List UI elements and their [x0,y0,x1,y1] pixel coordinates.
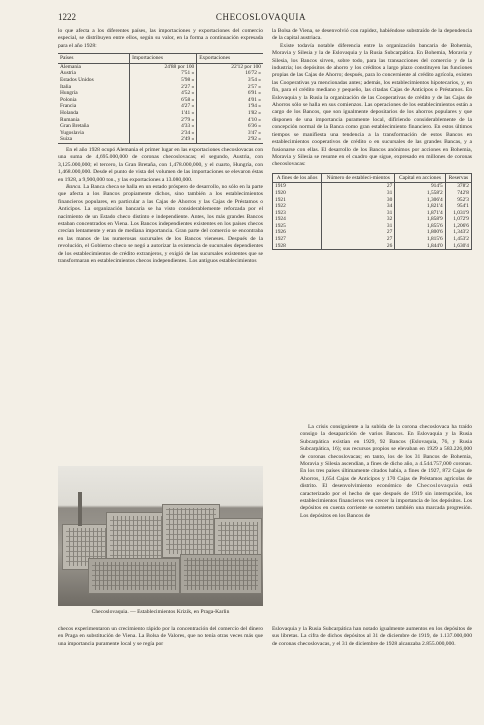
bank-row-cell: 1,844'0 [395,243,445,250]
trade-row-cell: 2'27 » [130,84,197,91]
bank-row [273,210,472,217]
bank-row-cell: 32 [322,216,395,223]
bank-row-cell: 27 [322,236,395,243]
trade-row-cell: 6'91 » [197,90,263,97]
photo-building [162,504,220,558]
exports-paragraph: En el año 1928 ocupó Alemania el primer lugar en las exportaciones checoslovacas con una suma de 4,695.000,000 de coronas checoslovacas; el segundo, Austria, con 3,125.000,000; el tercero, la Gran Bretaña, con 1,478.000,000, y el cuarto, Hungría, con 1,468.000,000. Desde el punto de vista del volumen de las importaciones se elevaron éstas en 1928, a 9,900,000 ton., y las exportaciones a 13.080,000. [58,146,263,183]
trade-row-cell: 4'33 » [130,123,197,130]
bank-table-body [273,183,472,250]
bank-row-cell: 1,800'6 [395,229,445,236]
trade-row-cell: Polonia [60,96,77,103]
trade-row-cell: 22'12 por 100 [197,63,263,70]
trade-row-cell: 16'72 » [197,70,263,77]
bank-row-cell: 31 [322,210,395,217]
intro-paragraph: lo que afecta a los diferentes países, las importaciones y exportaciones del comercio especial, se distribuyen entre ellos, según su valor, en la forma a continuación expresada para el año 1928: [58,28,263,49]
bank-row-cell: 1,306'4 [395,197,445,204]
trade-row-cell: 4'10 » [197,117,263,124]
bank-table [272,173,472,251]
trade-row-cell: 3'54 » [197,77,263,84]
bank-row-cell: 31 [322,223,395,230]
bank-row-cell: 1919 [273,183,322,190]
bank-header-count: Número de estableci-mientos [322,173,395,183]
trade-row-cell: 5'98 » [130,77,197,84]
bank-row [273,243,472,250]
factory-photo [58,466,263,606]
bank-header-capital: Capital en acciones [395,173,445,183]
bank-row-cell: 1,031'9 [445,210,471,217]
bank-row-cell: 1,206'6 [445,223,471,230]
trade-row-cell: 2'79 » [130,117,197,124]
trade-row-cell: Francia [60,103,77,110]
bank-row-cell: 1,558'2 [395,190,445,197]
bank-row-cell: 1926 [273,229,322,236]
trade-row [58,97,263,104]
bank-row-cell: 1,871'4 [395,210,445,217]
crisis-paragraph: La crisis consiguiente a la subida de la corona checoslovaca ha traído consigo la desaparición de varios Bancos. En Eslovaquia y la Rusia Subcarpática existían en 1929, 92 Bancos (Eslovaquia, 76, y Rusia Subcarpática, 16); sus recursos propios se elevaban en 1929 a 583.226,000 de coronas checoslovacas; en tanto, los de los 31 Bancos de Bohemia, Moravia y Silesia ascendían, a fines de dicho año, a 4.544.757,000 coronas. En los tres países últimamente citados había, a fines de 1927, 872 Cajas de Ahorros, 1,654 Cajas de Anticipos y 170 Cajas de Préstamos agrícolas de distrito. El desenvolvimiento económico de Checoslovaquia está caracterizado por el hecho de que después de 1919 sin interrupción, los establecimientos financieros ven crecer la importancia de los depósitos. Los depósitos en cuenta corriente se someten también una marcada progresión. Los depósitos en los Bancos de [300,424,472,519]
bank-header-reserves: Reservas [445,173,471,183]
trade-row-cell: 4'27 » [130,103,197,110]
trade-row [58,77,263,84]
trade-row-cell: 6'36 » [197,123,263,130]
trade-row-cell: Holanda [60,109,79,116]
trade-table-body [58,63,263,143]
photo-building [106,512,166,564]
bank-row-cell: 1,072'9 [445,216,471,223]
trade-row-cell: Austria [60,70,76,77]
photo-building [180,554,262,594]
bank-row [273,216,472,223]
trade-row-cell: 1'41 » [130,110,197,117]
left-bottom-paragraph: checos experimentaron un crecimiento rápido por la concentración del comercio del dinero en Praga en substitución de Viena. La Bolsa de Valores, que no tenía otras veces más que una importancia puramente local y se regía por [58,626,263,647]
trade-header-exports: Exportaciones [197,54,263,64]
trade-row [58,136,263,143]
photo-caption: Checoslovaquia. — Establecimientos Krizik, en Praga-Karlin [91,609,230,615]
bank-row-cell: 1,343'2 [445,229,471,236]
bank-row-cell: 914'5 [395,183,445,190]
bank-row-cell: 1927 [273,236,322,243]
trade-row-cell: Alemania [60,63,81,70]
bank-row-cell: 1925 [273,223,322,230]
right-bottom-paragraph: Eslovaquia y la Rusia Subcarpática han notado igualmente aumentos en los depósitos de sus libretas. La cifra de dichos depósitos al 31 de diciembre de 1919, de 1.137.000,000 de coronas checoslovacas, y el 31 de diciembre de 1928 alcanzaba 2.855.000,000. [272,626,472,647]
bank-row-cell: 1,821'4 [395,203,445,210]
trade-table [58,53,263,144]
trade-header-imports: Importaciones [130,54,197,64]
bank-row [273,223,472,230]
page-number: 1222 [58,12,76,22]
bank-row [273,190,472,197]
trade-row-cell: 1'82 » [197,110,263,117]
banking-text: La Banca checa se halla en un estado próspero de desarrollo, no sólo en la parte que afecta a los Bancos propiamente dichos, sino también a los establecimientos financieros populares, en particular a las Cajas de Ahorros y las Cajas de Préstamos o Anticipos. La organización bancaria se ha visto considerablemente reforzada por el nacimiento de un Estado checo distinto e independiente. Antes, los más grandes Bancos estaban concentrados en Viena. Los Bancos independientes existentes en los países checos crecían lentamente y eran de mediana importancia. Gran parte del comercio se encontraba en las manos de las numerosas sucursales de los Bancos vieneses. Después de la revolución, el Gobierno checo se negó a autorizar la existencia de sucursales dependientes de los establecimientos de crédito extranjeros, y exigió de las sucursales existentes que se transformaran en establecimientos checos independientes. Los antiguos establecimientos [58,183,263,265]
photo-building [88,558,180,594]
bank-row-cell: 26 [322,243,395,250]
bank-row-cell: 1924 [273,216,322,223]
trade-row-cell: 1'94 » [197,103,263,110]
bank-row [273,236,472,243]
trade-row [58,110,263,117]
page-header [58,12,464,26]
trade-row [58,117,263,124]
trade-row-cell: 6'58 » [130,97,197,104]
bank-row-cell: 742'8 [445,190,471,197]
bank-row-cell: 1921 [273,197,322,204]
trade-row [58,130,263,137]
bank-header-year: A fines de los años [273,173,322,183]
trade-row-cell: Hungría [60,90,78,97]
banking-lead: Banca. [66,183,82,190]
bank-row-cell: 1,630'4 [445,243,471,250]
bank-row-cell: 954'1 [445,203,471,210]
organization-paragraph: Existe todavía notable diferencia entre la organización bancaria de Bohemia, Moravia y Silesia y la de Eslovaquia y la Rusia Subcarpática. En Bohemia, Moravia y Silesia, los Bancos sirven, sobre todo, para las transacciones del comercio y de la industria; los depósitos de ahorro y los créditos a largo plazo constituyen las funciones propias de las Cajas de Ahorro; después, para lo concerniente al crédito agrícola, existen las Cooperativas ya mencionadas antes; además, los establecimientos hipotecarios, y, en fin, para el crédito mediano y pequeño, las citadas Cajas de Anticipos o Préstamos. En Eslovaquia y la Rusia la organización de las Cooperativas de crédito y de las Cajas de Ahorros sólo se halla en sus comienzos. Las operaciones de los establecimientos están a cargo de los Bancos, que son igualmente depositarios de los ahorros populares y que disponen de una importancia puramente local, difiriendo considerablemente de la concepción normal de la Banca como gran establecimiento financiero. En estos últimos tiempos se manifiesta una tendencia a la transformación de estos Bancos en establecimientos cooperativos de crédito o en sucursales de las grandes Bancas, y a fusionarse con ellas. El desarrollo de los Bancos anónimos por acciones en Bohemia, Moravia y Silesia se resume en el cuadro que sigue, expresado en millones de coronas checoslovacas: [272,42,472,168]
trade-row [58,70,263,77]
trade-row [58,90,263,97]
bank-row [273,229,472,236]
trade-row-cell: 7'51 » [130,70,197,77]
right-bottom-text [272,626,472,648]
bank-row-cell: 34 [322,203,395,210]
bank-row-cell: 1922 [273,203,322,210]
trade-row-cell: 24'88 por 100 [130,63,197,70]
trade-row-cell: 2'57 » [197,84,263,91]
right-column [272,28,472,254]
trade-row-cell: 4'52 » [130,90,197,97]
bank-row-cell: 378'2 [445,183,471,190]
vienna-paragraph: la Bolsa de Viena, se desenvolvió con rapidez, habiéndose substraído de la dependencia de la capital austriaca. [272,28,472,42]
bank-row-cell: 952'3 [445,197,471,204]
trade-row-cell: Yugoslavia [60,129,84,136]
trade-row [58,103,263,110]
bank-row-cell: 30 [322,197,395,204]
photo-chimney [78,492,82,526]
bank-row-cell: 1,858'9 [395,216,445,223]
crisis-column [300,424,472,520]
bank-row-cell: 1923 [273,210,322,217]
left-bottom-text [58,626,263,648]
trade-row [58,84,263,91]
trade-row-cell: Suiza [58,136,130,143]
bank-row-cell: 1,855'6 [395,223,445,230]
trade-row-cell: Italia [60,83,72,90]
trade-row [58,63,263,70]
trade-row-cell: Gran Bretaña [60,123,89,130]
trade-row-cell: 2'34 » [130,130,197,137]
bank-row [273,203,472,210]
bank-row-cell: 1,453'2 [445,236,471,243]
bank-row-cell: 1920 [273,190,322,197]
bank-row [273,197,472,204]
trade-row-cell: 4'01 » [197,97,263,104]
running-title: CHECOSLOVAQUIA [215,12,307,22]
trade-row-cell: 2'49 » [130,136,197,143]
bank-row-cell: 1928 [273,243,322,250]
trade-row-cell: 3'47 » [197,130,263,137]
trade-header-country: Países [58,54,130,64]
bank-row [273,183,472,190]
trade-row-cell: Rumania [60,116,80,123]
trade-row-cell: 2'92 » [197,136,263,143]
trade-row-cell: Estados Unidos [60,77,94,83]
trade-row [58,123,263,130]
bank-row-cell: 27 [322,229,395,236]
banking-paragraph [58,184,263,265]
bank-row-cell: 31 [322,190,395,197]
bank-row-cell: 27 [322,183,395,190]
bank-row-cell: 1,815'6 [395,236,445,243]
left-column [58,28,263,265]
